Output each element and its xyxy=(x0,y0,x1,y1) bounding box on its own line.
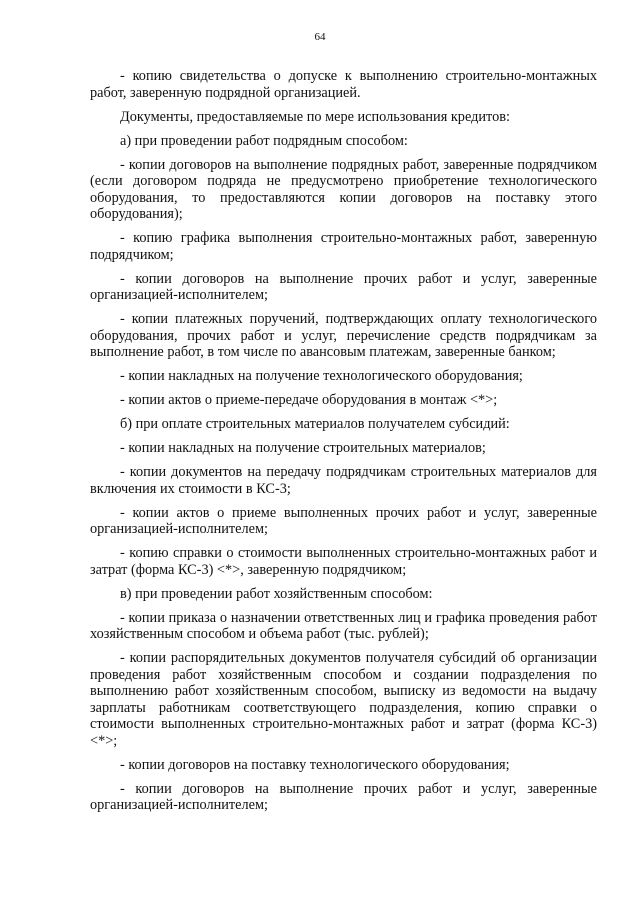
paragraph: б) при оплате строительных материалов получателем субсидий: xyxy=(120,416,510,432)
paragraph: - копии приказа о назначении ответственных лиц и графика проведения работ хозяйственным способом и объема работ (тыс. рублей); xyxy=(90,609,597,642)
paragraph: - копии договоров на поставку технологического оборудования; xyxy=(120,756,510,773)
paragraph: - копии актов о приеме-передаче оборудования в монтаж <*>; xyxy=(120,392,498,408)
paragraph: Документы, предоставляемые по мере использования кредитов: xyxy=(120,108,510,125)
paragraph: - копии договоров на выполнение прочих работ и услуг, заверенные организацией-исполнителем; xyxy=(90,780,597,813)
paragraph: - копию графика выполнения строительно-монтажных работ, заверенную подрядчиком; xyxy=(90,230,597,263)
paragraph: - копии платежных поручений, подтверждающих оплату технологического оборудования, прочих работ и услуг, перечисление средств подрядчикам за выполнение работ, в том числе по авансовым платежам, заверенные банком; xyxy=(90,311,597,360)
paragraph: - копии актов о приеме выполненных прочих работ и услуг, заверенные организацией-исполнителем; xyxy=(90,504,597,537)
paragraph: - копии документов на передачу подрядчикам строительных материалов для включения их стоимости в КС-3; xyxy=(90,464,597,497)
paragraph: а) при проведении работ подрядным способом: xyxy=(120,132,408,149)
paragraph: - копии договоров на выполнение прочих работ и услуг, заверенные организацией-исполнителем; xyxy=(90,270,597,303)
paragraph: - копию справки о стоимости выполненных строительно-монтажных работ и затрат (форма КС-3) <*>, заверенную подрядчиком; xyxy=(90,545,597,578)
paragraph: - копии распорядительных документов получателя субсидий об организации проведения работ хозяйственным способом и создании подразделения по выполнению работ хозяйственным способом, выписку из ведомости на выдачу зарплаты работникам соответствующего подразделения, копию справки о стоимости выполненных строительно-монтажных работ и затрат (форма КС-3) <*>; xyxy=(90,650,597,749)
paragraph: - копии договоров на выполнение подрядных работ, заверенные подрядчиком (если договором подряда не предусмотрено приобретение технологического оборудования, то предоставляются копии договоров на поставку этого оборудования); xyxy=(90,156,597,222)
paragraph: в) при проведении работ хозяйственным способом: xyxy=(120,585,433,602)
paragraph: - копии накладных на получение технологического оборудования; xyxy=(120,368,523,384)
document-body xyxy=(90,68,597,821)
paragraph: - копии накладных на получение строительных материалов; xyxy=(120,440,486,456)
paragraph: - копию свидетельства о допуске к выполнению строительно-монтажных работ, заверенную подрядной организацией. xyxy=(90,68,597,101)
page-number: 64 xyxy=(314,31,326,43)
